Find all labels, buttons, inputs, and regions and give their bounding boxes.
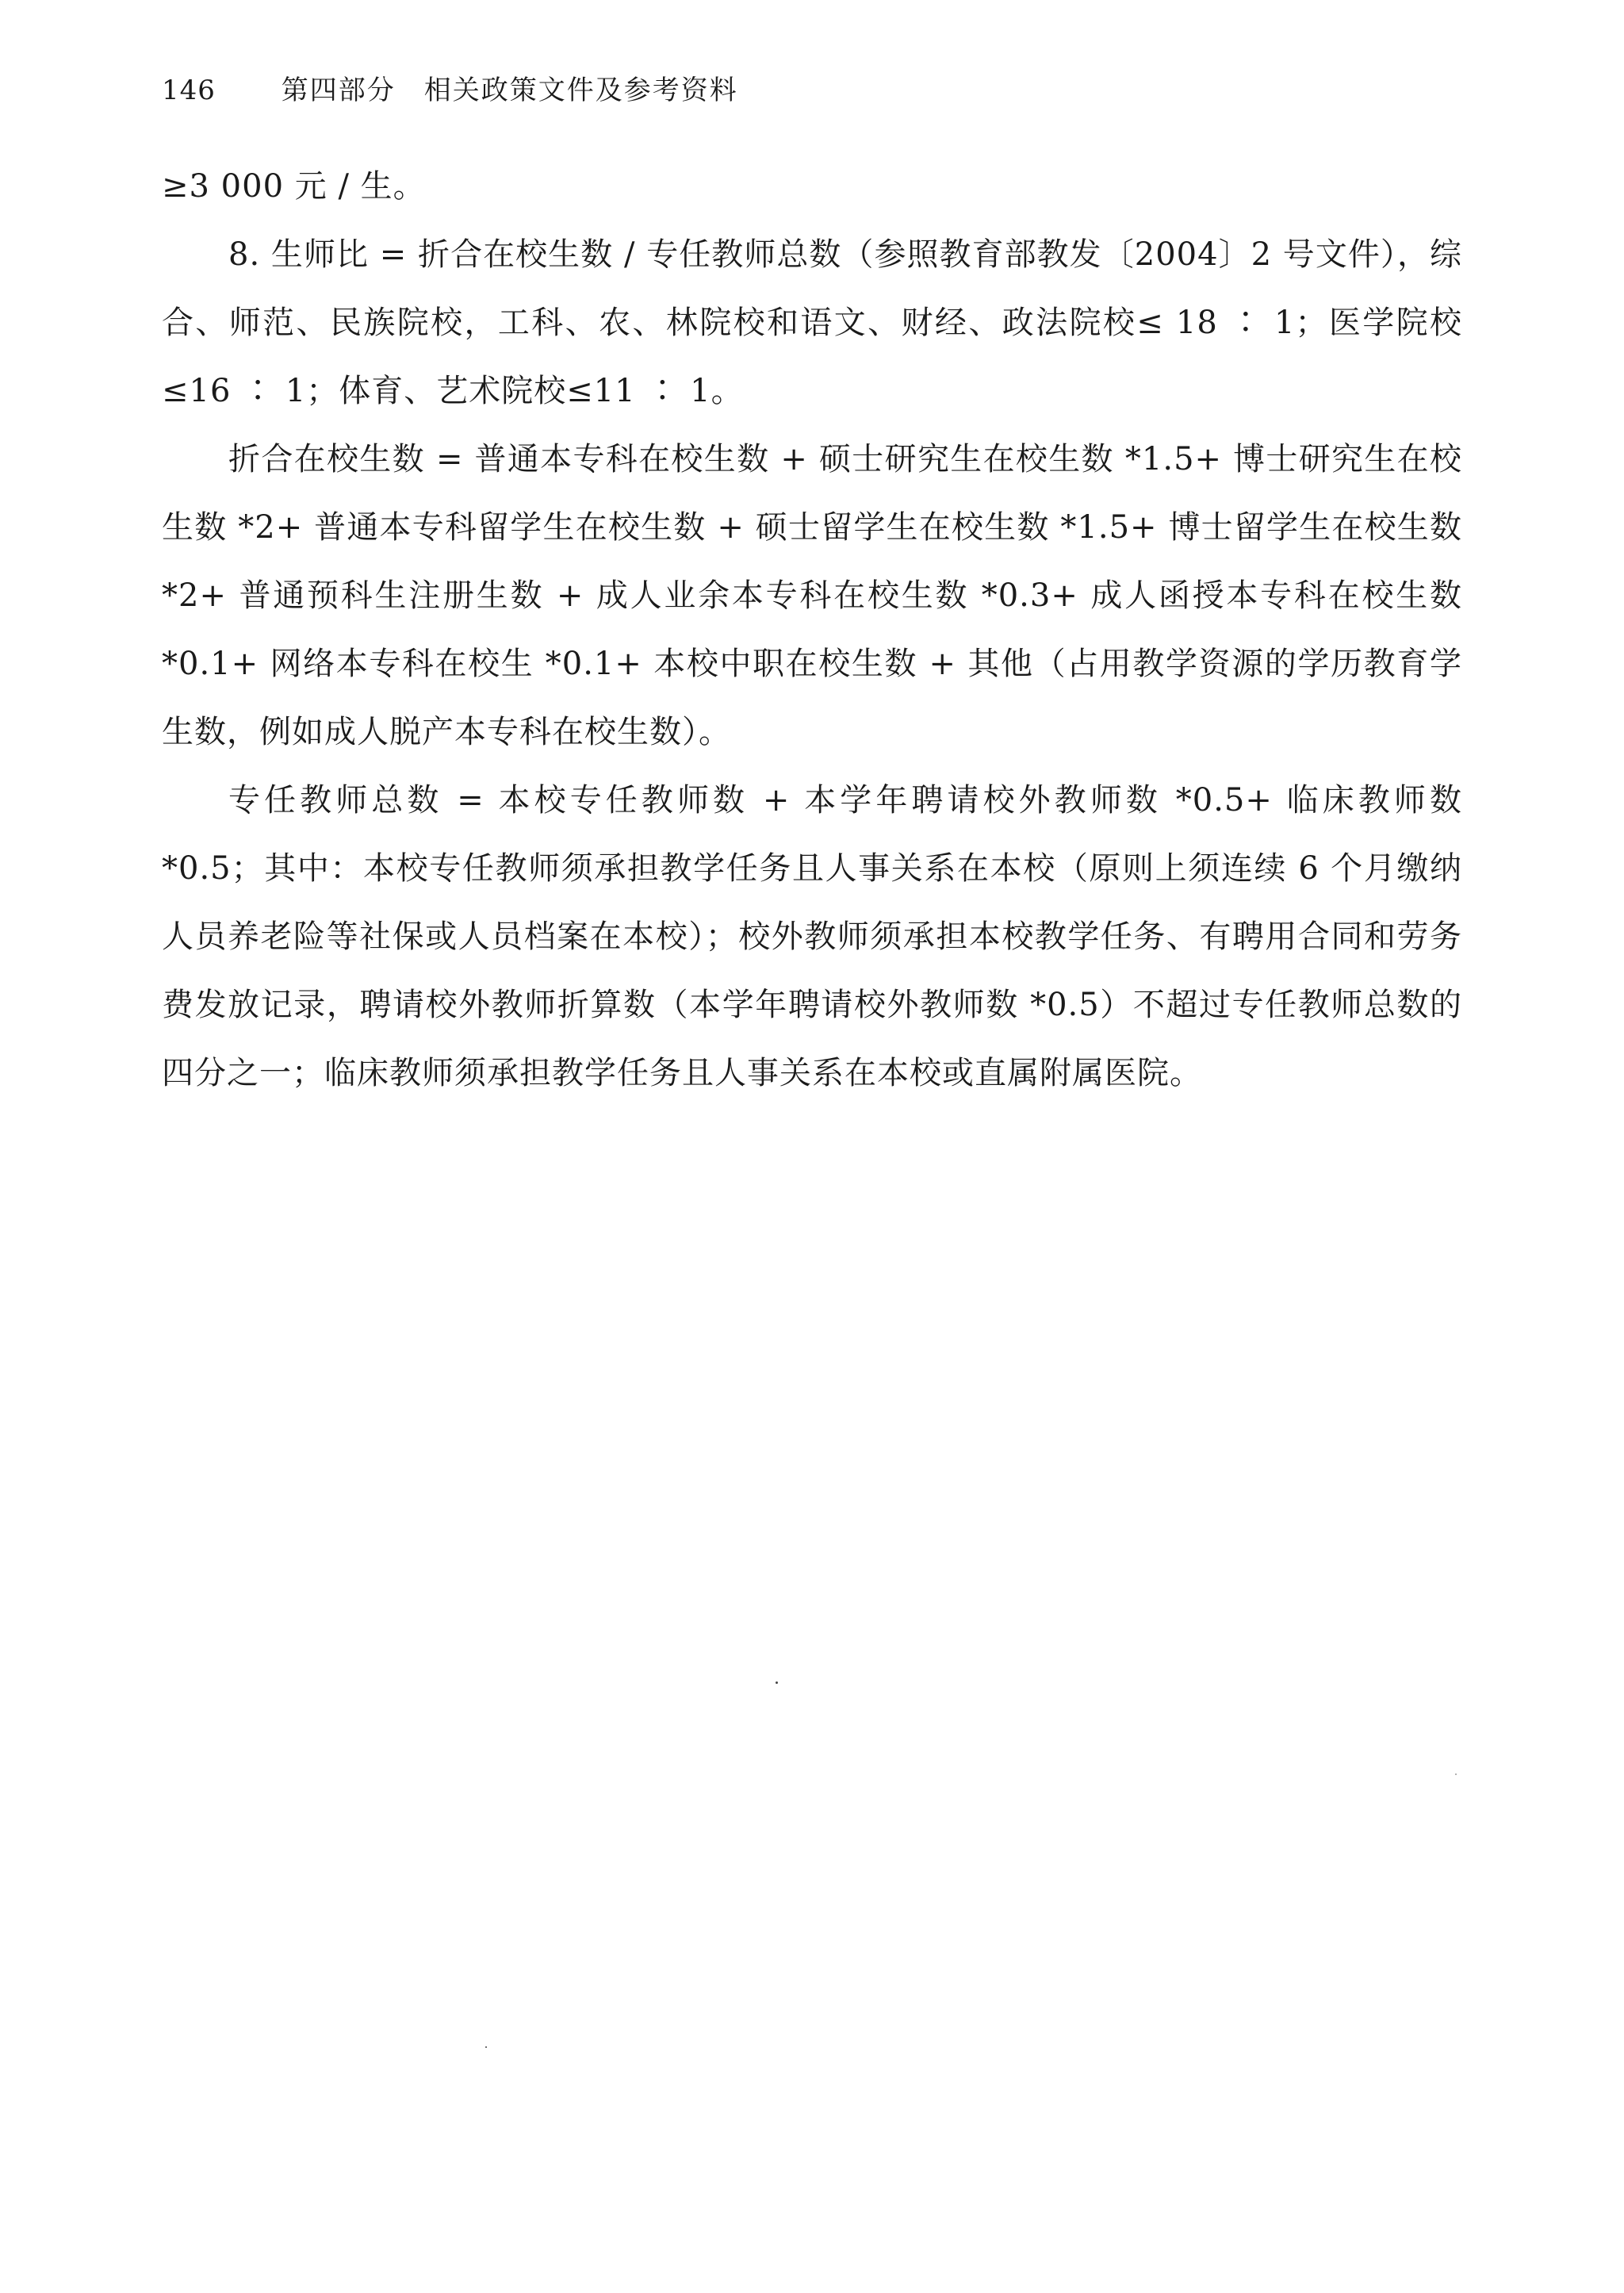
running-section-title: 第四部分 相关政策文件及参考资料: [281, 75, 738, 106]
document-body: [162, 152, 1462, 1107]
page-number: 146: [162, 75, 216, 106]
page-header: [162, 67, 1462, 114]
paragraph-continuation: ≥3 000 元 / 生。: [162, 168, 426, 205]
scan-speck: [776, 1681, 778, 1684]
paragraph-student-teacher-ratio: 8. 生师比 = 折合在校生数 / 专任教师总数（参照教育部教发〔2004〕2 号文件），综合、师范、民族院校，工科、农、林院校和语文、财经、政法院校≤ 18 ∶ 1；医学院校≤16 ∶ 1；体育、艺术院校≤11 ∶ 1。: [162, 236, 1462, 409]
scan-speck: [1455, 1773, 1457, 1775]
paragraph-converted-enrollment: 折合在校生数 = 普通本专科在校生数 + 硕士研究生在校生数 *1.5+ 博士研究生在校生数 *2+ 普通本专科留学生在校生数 + 硕士留学生在校生数 *1.5+ 博士留学生在校生数 *2+ 普通预科生注册生数 + 成人业余本专科在校生数 *0.3+ 成人函授本专科在校生数 *0.1+ 网络本专科在校生 *0.1+ 本校中职在校生数 + 其他（占用教学资源的学历教育学生数，例如成人脱产本专科在校生数）。: [162, 441, 1462, 750]
scan-speck: [485, 2046, 487, 2048]
paragraph-total-full-time-teachers: 专任教师总数 = 本校专任教师数 + 本学年聘请校外教师数 *0.5+ 临床教师数 *0.5；其中：本校专任教师须承担教学任务且人事关系在本校（原则上须连续 6 个月缴纳人员养老险等社保或人员档案在本校）；校外教师须承担本校教学任务、有聘用合同和劳务费发放记录，聘请校外教师折算数（本学年聘请校外教师数 *0.5）不超过专任教师总数的四分之一；临床教师须承担教学任务且人事关系在本校或直属附属医院。: [162, 782, 1462, 1091]
